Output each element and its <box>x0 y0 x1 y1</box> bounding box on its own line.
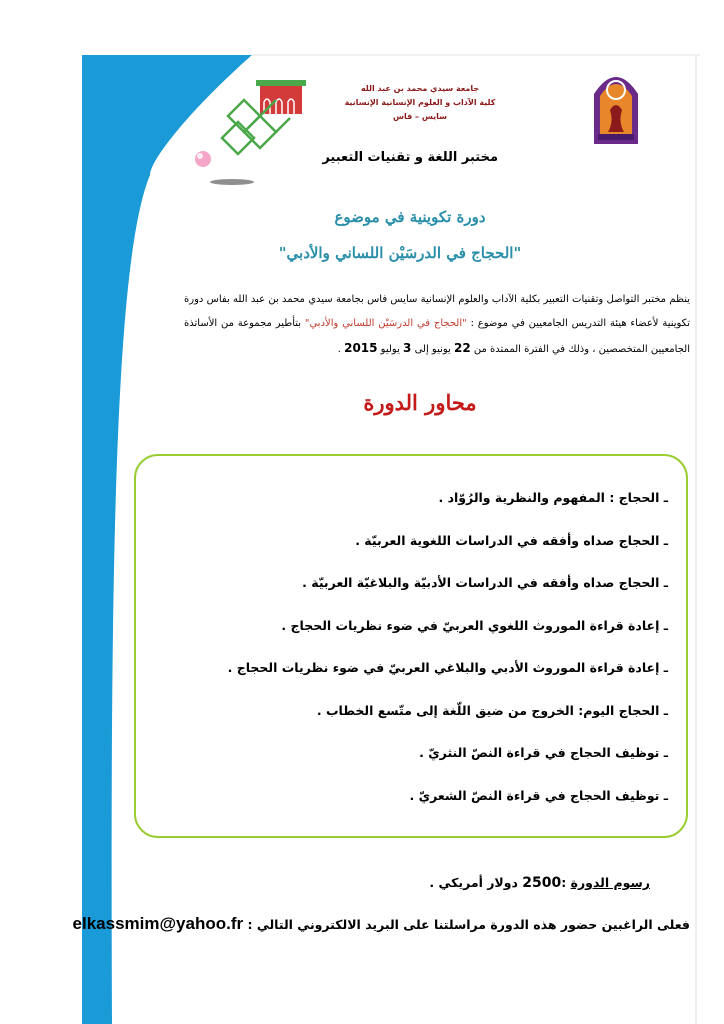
fee-currency: دولار أمريكي . <box>429 875 523 890</box>
fee-amount: 2500 <box>522 875 562 891</box>
shadow-swoosh <box>210 179 254 185</box>
emblem-base <box>598 134 634 140</box>
contact-email[interactable]: elkassmim@yahoo.fr <box>72 914 244 933</box>
intro-part1: ينظم مختبر التواصل وتقنيات التعبير بكلية الآداب والعلوم الإنسانية سايس فاس بجامعة سيدي محمد بن عبد الله بفاس دورة تكوينية لأعضاء هيئة التدريس الجامعيين في موضوع : <box>184 294 690 329</box>
end-day: 3 <box>403 341 412 355</box>
axis-item: ـ الحجاج صداه وأفقه في الدراسات الأدبيّة والبلاغيّة العربيّة . <box>302 575 668 590</box>
start-day: 22 <box>454 341 471 355</box>
intro-part2: بتأطير مجموعة من الأساتذة الجامعيين المتخصصين ، وذلك في الفترة الممتدة من <box>184 318 690 355</box>
axes-heading: محاور الدورة <box>363 390 477 415</box>
faculty-name: كلية الآداب و العلوم الإنسانية الإنسانية <box>344 98 496 107</box>
fee-label: رسوم الدورة <box>570 875 650 890</box>
axis-item: ـ الحجاج اليوم: الخروج من ضيق اللّغة إلى متّسع الخطاب . <box>316 702 668 718</box>
year: 2015 <box>344 341 378 355</box>
intro-topic-highlight: "الحجاج في الدرسَيْن اللساني والأدبي" <box>304 318 467 329</box>
intro-paragraph <box>184 288 690 362</box>
pink-bead-highlight <box>197 153 203 159</box>
lab-name: مختبر اللغة و تقنيات التعبير <box>322 150 498 165</box>
campus-name: سايس – فاس <box>392 112 448 121</box>
contact-text: فعلى الراغبين حضور هذه الدورة مراسلتنا على البريد الالكتروني التالي : <box>243 917 690 932</box>
faculty-logo <box>220 78 306 160</box>
university-emblem <box>588 66 644 146</box>
course-label: دورة تكوينية في موضوع <box>334 208 486 226</box>
axis-item: ـ إعادة قراءة الموروث اللغوي العربيّ في ضوء نظريات الحجاج . <box>281 617 668 633</box>
intro-part3: يونيو إلى <box>411 344 455 355</box>
axes-box <box>134 454 688 838</box>
intro-part4: يوليو <box>377 344 404 355</box>
axis-item: ـ توظيف الحجاج في قراءة النصّ النثريّ . <box>419 745 668 760</box>
axis-item: ـ إعادة قراءة الموروث الأدبي والبلاغي العربيّ في ضوء نظريات الحجاج . <box>227 660 668 675</box>
university-name: جامعة سيدي محمد بن عبد الله <box>360 84 480 93</box>
course-title: "الحجاج في الدرسَيْن اللساني والأدبي" <box>278 244 522 262</box>
course-fee: رسوم الدورة :2500 دولار أمريكي . <box>429 875 650 891</box>
axis-item: ـ الحجاج : المفهوم والنظرية والرُوّاد . <box>438 490 668 505</box>
logo-roof <box>256 80 306 86</box>
intro-part5: . <box>337 344 345 355</box>
contact-line <box>72 914 690 934</box>
axis-item: ـ الحجاج صداه وأفقه في الدراسات اللغوية العربيّة . <box>355 532 668 548</box>
university-info <box>340 82 500 124</box>
axis-item: ـ توظيف الحجاج في قراءة النصّ الشعريّ . <box>409 787 668 803</box>
pink-bead <box>195 151 211 167</box>
axes-list <box>158 490 668 830</box>
